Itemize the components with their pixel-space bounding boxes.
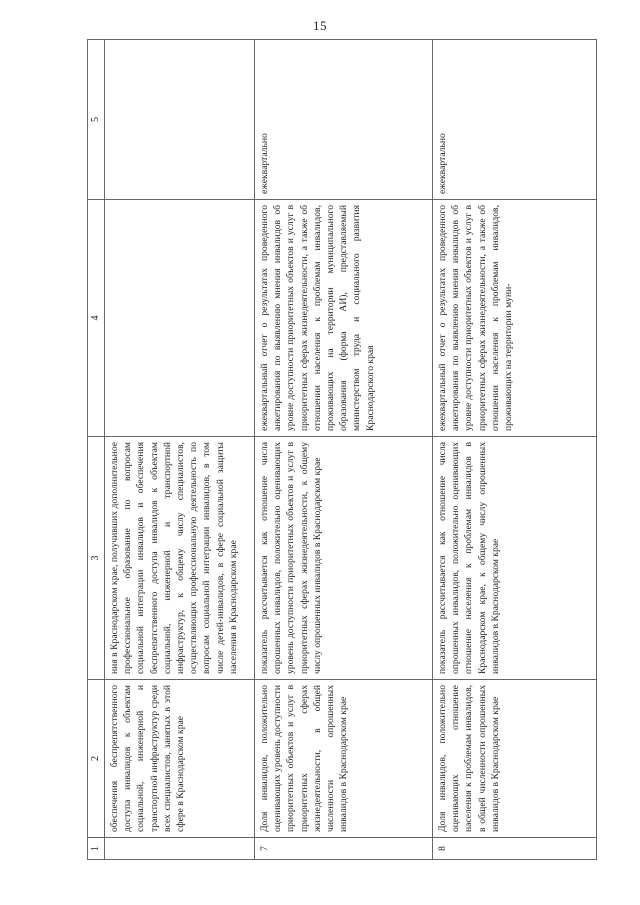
frequency: ежеквартально xyxy=(254,40,432,200)
data-source: ежеквартальный отчет о результатах проведенного анкетирования по выявлению мнения инвалидов об уровне доступности приоритетных объектов и услуг в приоритетных сферах жизнедеятельности, а также об отношении населения к проблемам инвалидов, проживающих на территории муниципального образования (форма АИ), представляемый министерством труда и социального развития Краснодарского края xyxy=(254,200,432,437)
table-header-row xyxy=(88,40,105,860)
frequency: ежеквартально xyxy=(432,40,596,200)
row-number: 8 xyxy=(432,838,596,860)
indicators-table xyxy=(87,39,597,860)
calculation-method: показатель рассчитывается как отношение числа опрошенных инвалидов, положительно оценивающих уровень доступности приоритетных объектов и услуг в приоритетных сферах жизнедеятельности, к общему числу опрошенных инвалидов в Краснодарском крае xyxy=(254,437,432,680)
rotated-table-container xyxy=(87,40,597,860)
row-number xyxy=(104,838,254,860)
calculation-method: ния в Краснодарском крае, получивших дополнительное профессиональное образование по вопросам социальной интеграции инвалидов и обеспечения беспрепятственного доступа инвалидов к объектам социальной, инженерной и транспортной инфраструктур, к общему числу специалистов, осуществляющих профессиональную деятельность по вопросам социальной интеграции инвалидов, в том числе детей-инвалидов, в сфере социальной защиты населения в Краснодарском крае xyxy=(104,437,254,680)
frequency xyxy=(104,40,254,200)
indicator-name: Доля инвалидов, положительно оценивающих отношение населения к проблемам инвалидов, в общей численности опрошенных инвалидов в Краснодарском крае xyxy=(432,680,596,838)
data-source: ежеквартальный отчет о результатах проведенного анкетирования по выявлению мнения инвалидов об уровне доступности приоритетных объектов и услуг в приоритетных сферах жизнедеятельности, а также об отношении населения к проблемам инвалидов, проживающих на территории муни- xyxy=(432,200,596,437)
column-header: 2 xyxy=(88,680,105,838)
indicator-name: обеспечения беспрепятственного доступа инвалидов к объектам социальной, инженерной и транспортной инфраструктур среди всех специалистов, занятых в этой сфере в Краснодарском крае xyxy=(104,680,254,838)
table-row xyxy=(254,40,432,860)
column-header: 4 xyxy=(88,200,105,437)
page-number: 15 xyxy=(313,18,327,33)
column-header: 5 xyxy=(88,40,105,200)
row-number: 7 xyxy=(254,838,432,860)
table-row xyxy=(104,40,254,860)
data-source xyxy=(104,200,254,437)
column-header: 1 xyxy=(88,838,105,860)
table-row xyxy=(432,40,596,860)
column-header: 3 xyxy=(88,437,105,680)
indicator-name: Доля инвалидов, положительно оценивающих уровень доступности приоритетных объектов и услуг в приоритетных сферах жизнедеятельности, в общей численности опрошенных инвалидов в Краснодарском крае xyxy=(254,680,432,838)
calculation-method: показатель рассчитывается как отношение числа опрошенных инвалидов, положительно оценивающих отношение населения к проблемам инвалидов в Краснодарском крае, к общему числу опрошенных инвалидов в Краснодарском крае xyxy=(432,437,596,680)
